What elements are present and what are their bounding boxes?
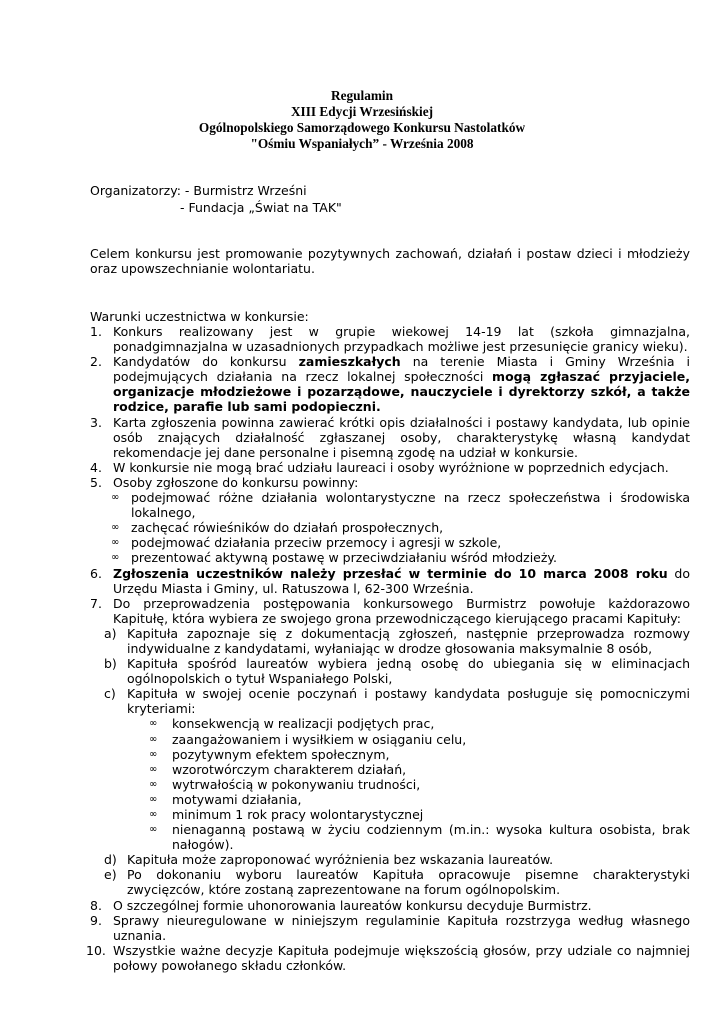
organizers-line-1: Organizatorzy: - Burmistrz Wrześni <box>90 183 307 198</box>
infinity-bullet-icon: ∞ <box>149 718 158 730</box>
criterion-text: wzorotwórczym charakterem działań, <box>172 761 407 777</box>
rule-text-part: do Urzędu Miasta i Gminy, ul. Ratuszowa l, 62-300 Września. <box>113 565 690 596</box>
item-letter: a) <box>104 625 117 641</box>
rule-text: Do przeprowadzenia postępowania konkursowego Burmistrz powołuje każdorazowo Kapitułę, która wybiera ze swojego grona przewodniczącego kierującego pracami Kapituły: <box>113 595 690 626</box>
lettered-item-e <box>90 867 690 897</box>
criterion-text: minimum 1 rok pracy wolontarystycznej <box>172 807 424 822</box>
criterion-item <box>90 732 690 747</box>
rule-item-3 <box>90 415 690 460</box>
infinity-bullet-icon: ∞ <box>111 522 120 534</box>
rule-text: W konkursie nie mogą brać udziału laureaci i osoby wyróżnione w poprzednich edycjach. <box>113 459 669 475</box>
infinity-bullet-icon: ∞ <box>149 824 158 836</box>
infinity-bullet-icon: ∞ <box>111 537 120 549</box>
rule-text: Wszystkie ważne decyzje Kapituła podejmuje większością głosów, przy udziale co najmniej połowy powołanego składu członków. <box>113 942 690 973</box>
sub-bullet-item <box>113 550 690 565</box>
rule-item-2 <box>90 354 690 414</box>
criterion-item <box>90 792 690 807</box>
criterion-text: konsekwencją w realizacji podjętych prac, <box>172 716 435 732</box>
item-letter: e) <box>104 867 117 883</box>
infinity-bullet-icon: ∞ <box>111 552 120 564</box>
rule-number: 8. <box>90 897 102 913</box>
rule-number: 1. <box>90 324 102 339</box>
title-line-2: XIII Edycji Wrzesińskiej <box>290 104 434 119</box>
infinity-bullet-icon: ∞ <box>149 748 158 760</box>
criterion-item <box>90 716 690 731</box>
conditions-heading: Warunki uczestnictwa w konkursie: <box>90 309 309 324</box>
infinity-bullet-icon: ∞ <box>149 793 158 805</box>
rule-item-10 <box>86 942 690 973</box>
rule-text-part: Kandydatów do konkursu <box>113 354 299 370</box>
rules-list <box>86 324 690 973</box>
rule-text: Konkurs realizowany jest w grupie wiekowej 14-19 lat (szkoła gimnazjalna, ponadgimnazjalna w uzasadnionych przypadkach możliwe jest przesunięcie granicy wieku). <box>113 324 690 355</box>
sub-bullet-item <box>113 535 690 550</box>
rule-item-5 <box>90 475 690 566</box>
criterion-item <box>90 747 690 762</box>
sub-bullet-text: prezentować aktywną postawę w przeciwdziałaniu wśród młodzieży. <box>131 550 558 566</box>
item-letter: b) <box>104 656 117 672</box>
criterion-item <box>90 777 690 792</box>
criterion-text: nienaganną postawą w życiu codziennym (m.in.: wysoka kultura osobista, brak nałogów). <box>172 822 690 853</box>
rule-text: Sprawy nieuregulowane w niniejszym regulaminie Kapituła rozstrzyga według własnego uznania. <box>113 912 690 943</box>
lettered-item-text: Po dokonaniu wyboru laureatów Kapituła opracowuje pisemne charakterystyki zwycięzców, które zostaną zaprezentowane na forum ogólnopolskim. <box>127 867 690 898</box>
item-letter: c) <box>104 686 116 702</box>
item-letter: d) <box>104 852 117 868</box>
lettered-item-c <box>90 686 690 716</box>
lettered-item-text: Kapituła może zaproponować wyróżnienia bez wskazania laureatów. <box>127 852 554 868</box>
title-line-4: "Ośmiu Wspaniałych” - Września 2008 <box>250 136 474 151</box>
sub-bullet-item <box>113 490 690 520</box>
rule-item-8 <box>90 898 690 913</box>
rule-text-bold: mogą zgłaszać przyjaciele, organizacje młodzieżowe i pozarządowe, nauczyciele i dyrektorzy szkół, a także rodzice, parafie lub sami podopieczni. <box>113 369 690 415</box>
rule-number: 5. <box>90 474 102 490</box>
organizers-line-2: - Fundacja „Świat na TAK" <box>180 200 342 215</box>
lettered-item-a <box>90 626 690 656</box>
title-line-3: Ogólnopolskiego Samorządowego Konkursu Nastolatków <box>198 120 526 135</box>
rule-text: O szczególnej formie uhonorowania laureatów konkursu decyduje Burmistrz. <box>113 897 592 913</box>
criterion-item <box>90 807 690 822</box>
criterion-item <box>90 762 690 777</box>
rule-item-1 <box>90 324 690 354</box>
infinity-bullet-icon: ∞ <box>111 492 120 504</box>
title-line-1: Regulamin <box>330 88 394 103</box>
rule-number: 4. <box>90 459 102 475</box>
criterion-text: zaangażowaniem i wysiłkiem w osiąganiu celu, <box>172 731 467 747</box>
criterion-text: wytrwałością w pokonywaniu trudności, <box>172 776 421 792</box>
infinity-bullet-icon: ∞ <box>149 809 158 820</box>
rule-item-6 <box>90 566 690 596</box>
rule-text: Karta zgłoszenia powinna zawierać krótki opis działalności i postawy kandydata, lub opinie osób znających działalność zgłaszanej osoby, charakterystykę własną kandydat rekomendacje jej dane personalne i pisemną zgodę na udział w konkursie. <box>113 414 690 460</box>
rule-item-7 <box>90 596 690 626</box>
infinity-bullet-icon: ∞ <box>149 778 158 790</box>
rule-number: 2. <box>90 354 102 370</box>
sub-bullet-text: zachęcać rówieśników do działań prospołecznych, <box>131 520 444 536</box>
criterion-text: pozytywnym efektem społecznym, <box>172 746 390 762</box>
sub-bullet-text: podejmować różne działania wolontarystyczne na rzecz społeczeństwa i środowiska lokalnego, <box>131 490 690 521</box>
rule-text-bold: zamieszkałych <box>298 354 401 370</box>
rule-item-9 <box>90 913 690 943</box>
document-title <box>0 88 724 152</box>
criterion-item <box>90 822 690 852</box>
infinity-bullet-icon: ∞ <box>149 733 158 745</box>
lettered-item-b <box>90 656 690 686</box>
infinity-bullet-icon: ∞ <box>149 763 158 775</box>
goal-paragraph: Celem konkursu jest promowanie pozytywnych zachowań, działań i postaw dzieci i młodzieży oraz upowszechnianie wolontariatu. <box>90 246 690 277</box>
rule-number: 6. <box>90 565 102 581</box>
rule-number: 3. <box>90 414 102 430</box>
rule-text-bold: Zgłoszenia uczestników należy przesłać w terminie do 10 marca 2008 roku <box>113 565 668 581</box>
lettered-item-d <box>90 852 690 867</box>
sub-bullet-text: podejmować działania przeciw przemocy i agresji w szkole, <box>131 535 502 551</box>
lettered-item-text: Kapituła spośród laureatów wybiera jedną osobę do ubiegania się w eliminacjach ogólnopolskich o tytuł Wspaniałego Polski, <box>127 656 690 687</box>
rule-number: 7. <box>90 595 102 611</box>
rule-number: 9. <box>90 912 102 928</box>
rule-item-4 <box>90 460 690 475</box>
rule-text: Osoby zgłoszone do konkursu powinny: <box>113 474 359 490</box>
rule-number: 10. <box>86 942 106 958</box>
rule-text-part: na terenie Miasta i Gminy Września i podejmujących działania na rzecz lokalnej społeczności <box>113 354 690 385</box>
lettered-item-text: Kapituła w swojej ocenie poczynań i postawy kandydata posługuje się pomocniczymi kryteriami: <box>127 686 690 717</box>
lettered-item-text: Kapituła zapoznaje się z dokumentacją zgłoszeń, następnie przeprowadza rozmowy indywidualne z kandydatami, wyłaniając w drodze głosowania maksymalnie 8 osób, <box>127 625 690 656</box>
criterion-text: motywami działania, <box>172 791 302 807</box>
sub-bullet-item <box>113 520 690 535</box>
